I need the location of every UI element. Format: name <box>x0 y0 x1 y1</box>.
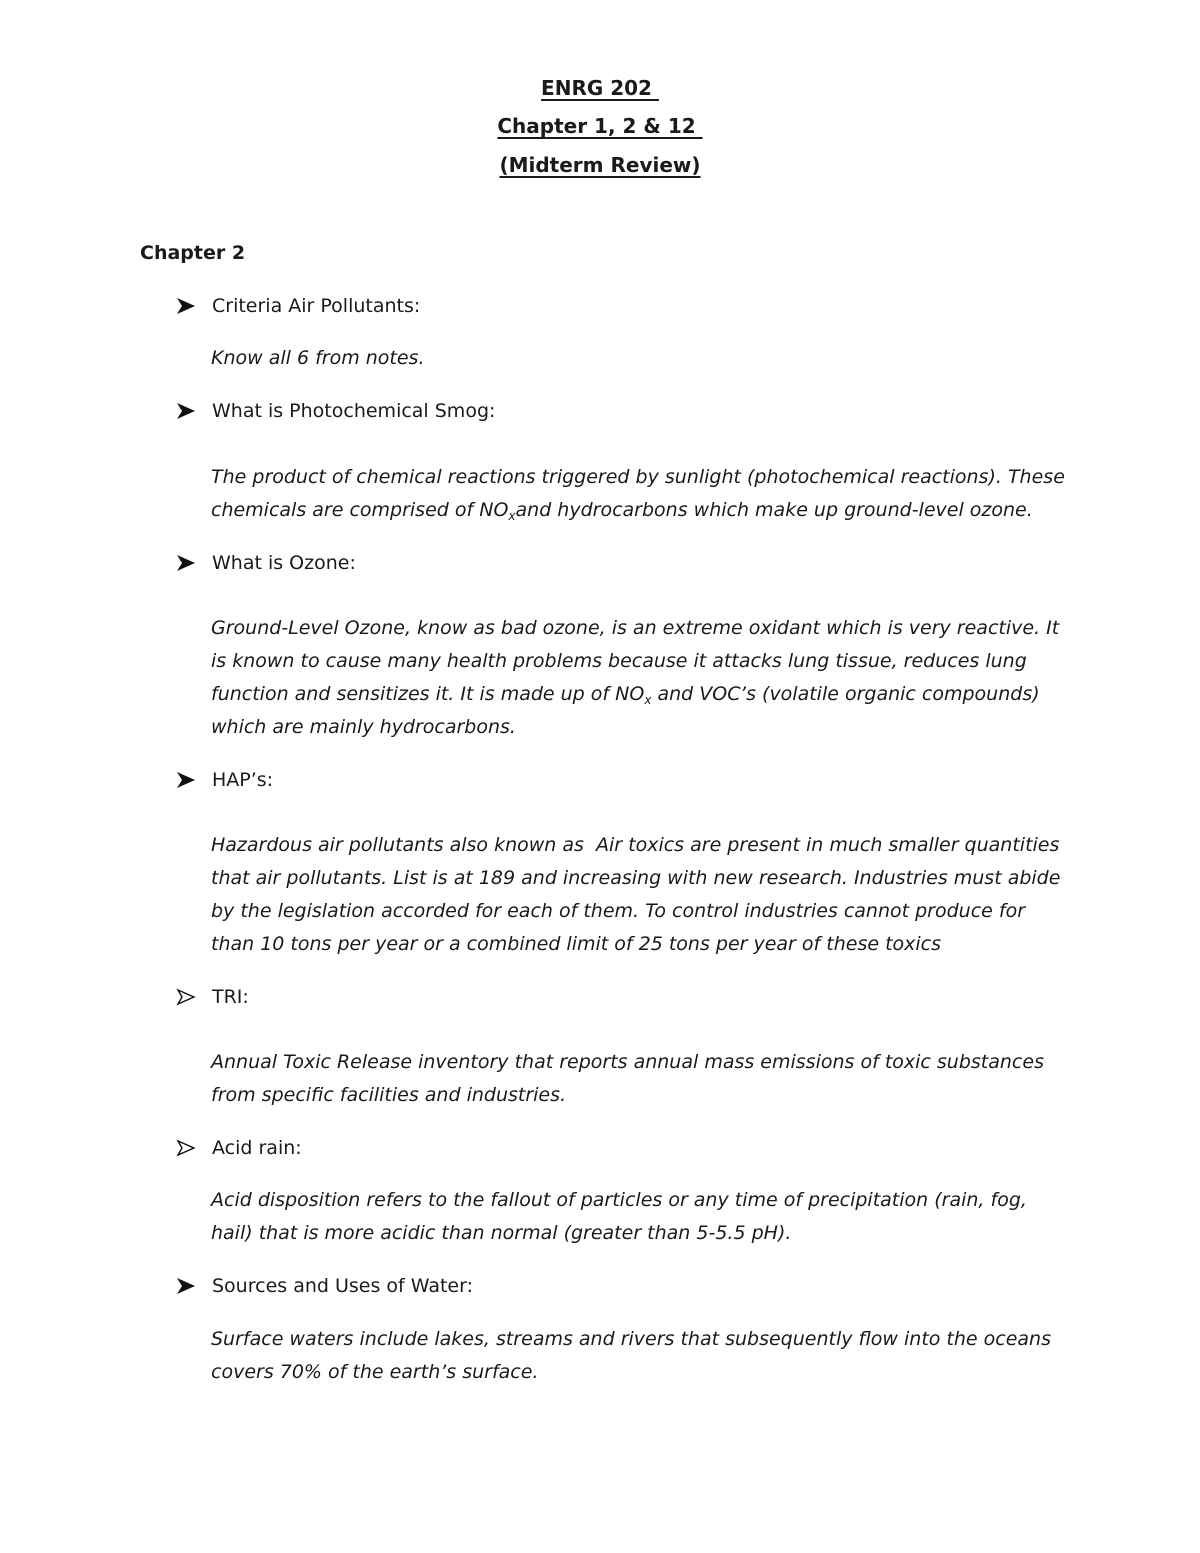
answer-line: chemicals are comprised of $NO_xand$ hydrocarbons which make up ground-level ozone. <box>211 499 1033 523</box>
answer-text <box>211 612 1071 744</box>
bullet-item <box>176 295 420 317</box>
answer-line: is known to cause many health problems because it attacks lung tissue, reduces lung <box>211 650 1027 672</box>
review-subtitle: (Midterm Review) <box>499 153 701 177</box>
answer-line: covers 70% of the earth’s surface. <box>211 1361 539 1383</box>
chapter-heading: Chapter 2 <box>140 242 246 264</box>
outline-arrowhead-bullet-icon <box>176 987 196 1007</box>
answer-line: function and sensitizes it. It is made up of $NO_x$ and VOC’s (volatile organic compounds) <box>211 683 1040 707</box>
bullet-label: Acid rain: <box>212 1137 302 1159</box>
bullet-label: What is Photochemical Smog: <box>212 400 496 422</box>
answer-line: that air pollutants. List is at 189 and increasing with new research. Industries must abide <box>211 867 1061 889</box>
answer-line: which are mainly hydrocarbons. <box>211 716 516 738</box>
bullet-item <box>176 769 273 791</box>
answer-line: from specific facilities and industries. <box>211 1084 567 1106</box>
answer-line: Annual Toxic Release inventory that reports annual mass emissions of toxic substances <box>211 1051 1044 1073</box>
answer-line: Hazardous air pollutants also known as Air toxics are present in much smaller quantities <box>211 834 1060 856</box>
bullet-label: HAP’s: <box>212 769 274 791</box>
answer-text <box>211 461 1071 527</box>
answer-line: The product of chemical reactions triggered by sunlight (photochemical reactions). These <box>211 466 1065 488</box>
arrowhead-bullet-icon <box>176 401 196 421</box>
arrowhead-bullet-icon <box>176 553 196 573</box>
answer-line: by the legislation accorded for each of them. To control industries cannot produce for <box>211 900 1026 922</box>
answer-text <box>211 1323 1071 1389</box>
answer-text <box>211 829 1071 961</box>
bullet-item <box>176 1275 473 1297</box>
bullet-item <box>176 1137 302 1159</box>
arrowhead-bullet-icon <box>176 1276 196 1296</box>
answer-line: Acid disposition refers to the fallout of particles or any time of precipitation (rain, fog, <box>211 1189 1027 1211</box>
bullet-item <box>176 552 356 574</box>
answer-line: than 10 tons per year or a combined limit of 25 tons per year of these toxics <box>211 933 942 955</box>
outline-arrowhead-bullet-icon <box>176 1138 196 1158</box>
answer-line: Ground-Level Ozone, know as bad ozone, is an extreme oxidant which is very reactive. It <box>211 617 1060 639</box>
chapters-title: Chapter 1, 2 & 12 <box>497 114 703 138</box>
answer-text <box>211 1046 1071 1112</box>
answer-text <box>211 1184 1071 1250</box>
answer-text <box>211 342 1071 375</box>
bullet-label: What is Ozone: <box>212 552 356 574</box>
answer-line: Surface waters include lakes, streams and rivers that subsequently flow into the oceans <box>211 1328 1051 1350</box>
bullet-item <box>176 400 495 422</box>
answer-line: hail) that is more acidic than normal (greater than 5-5.5 pH). <box>211 1222 792 1244</box>
arrowhead-bullet-icon <box>176 296 196 316</box>
bullet-label: Criteria Air Pollutants: <box>212 295 421 317</box>
answer-line: Know all 6 from notes. <box>211 347 425 369</box>
bullet-label: TRI: <box>212 986 249 1008</box>
course-title: ENRG 202 <box>541 76 659 100</box>
bullet-label: Sources and Uses of Water: <box>212 1275 473 1297</box>
bullet-item <box>176 986 249 1008</box>
arrowhead-bullet-icon <box>176 770 196 790</box>
